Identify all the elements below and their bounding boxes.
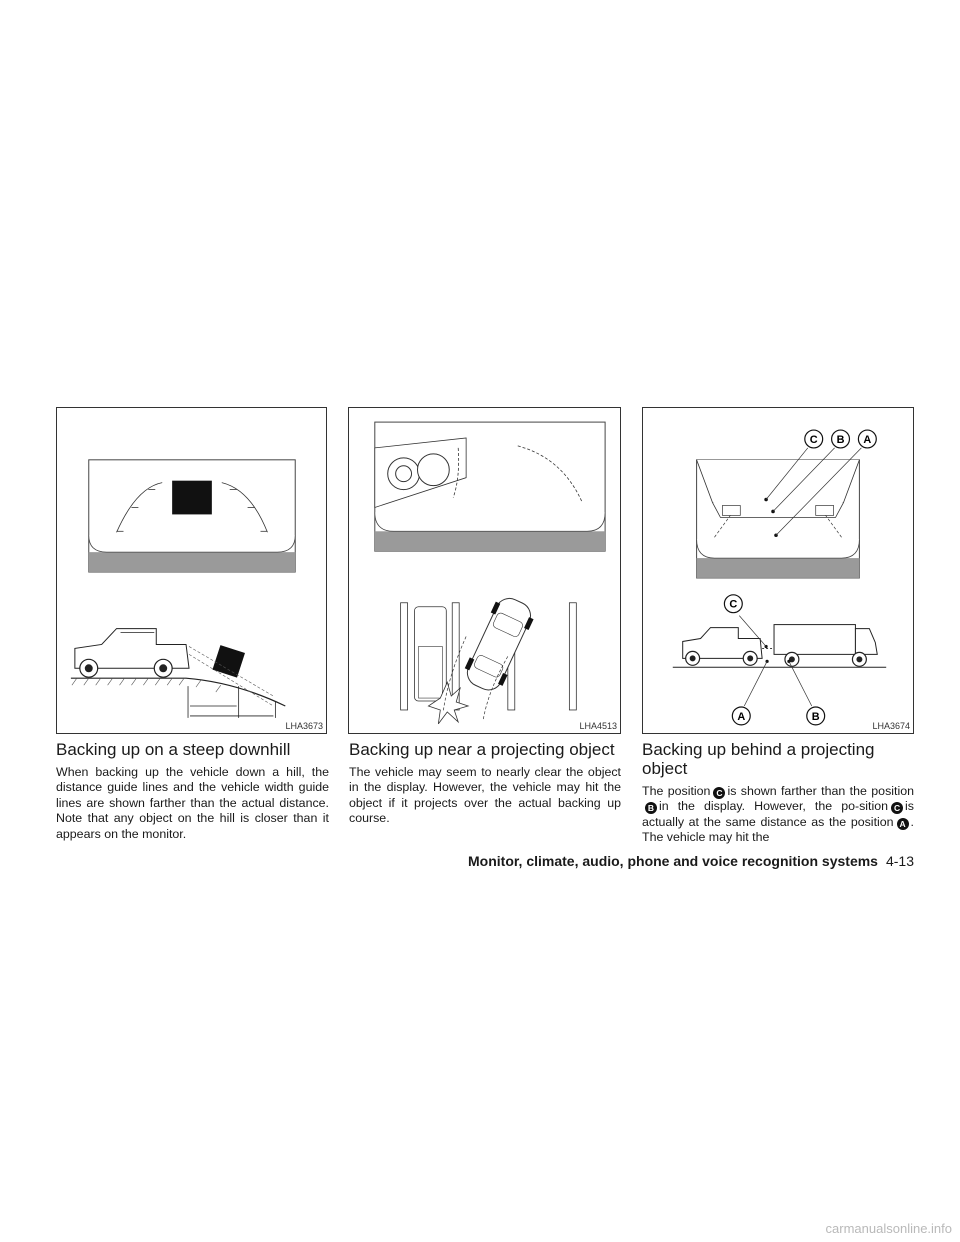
behind-projecting-object-illustration bbox=[643, 408, 913, 733]
body-text: The position bbox=[642, 784, 711, 798]
figure-steep-downhill bbox=[56, 407, 327, 734]
callout-badge-c: C bbox=[891, 802, 903, 814]
figure-code: LHA3673 bbox=[285, 721, 323, 731]
callout-c: C bbox=[809, 433, 818, 446]
figure-code: LHA3674 bbox=[872, 721, 910, 731]
body-text: is actually at the same distance as the position bbox=[642, 799, 914, 829]
figure-behind-projecting-object bbox=[642, 407, 914, 734]
watermark: carmanualsonline.info bbox=[825, 1221, 952, 1236]
callout-b: B bbox=[811, 710, 820, 723]
callouts-top bbox=[805, 430, 876, 448]
body-text: in the display. However, the po-sition bbox=[659, 799, 889, 814]
callouts-side bbox=[724, 595, 824, 725]
page-number: 4-13 bbox=[885, 853, 914, 869]
figure-projecting-object bbox=[348, 407, 621, 734]
section-heading: Backing up on a steep downhill bbox=[56, 740, 291, 759]
steep-downhill-illustration bbox=[57, 408, 326, 733]
section-heading: Backing up near a projecting object bbox=[349, 740, 615, 759]
figure-code: LHA4513 bbox=[579, 721, 617, 731]
section-body: The vehicle may seem to nearly clear the object in the display. However, the vehicle may hit the object if it projects over the actual backing up course. bbox=[349, 765, 621, 826]
section-steep-downhill bbox=[56, 740, 329, 842]
footer-section-title: Monitor, climate, audio, phone and voice recognition systems bbox=[468, 853, 878, 869]
section-body: When backing up the vehicle down a hill, the distance guide lines and the vehicle width guide lines are shown farther than the actual distance. Note that any object on the hill is closer than it appears on the monitor. bbox=[56, 765, 329, 841]
section-projecting-object bbox=[349, 740, 621, 827]
callout-badge-b: B bbox=[645, 802, 657, 814]
body-text: . The vehicle may hit the bbox=[642, 814, 914, 845]
callout-c: C bbox=[729, 598, 738, 611]
projecting-object-illustration bbox=[349, 408, 620, 733]
callout-b: B bbox=[836, 433, 845, 446]
body-text: is shown farther than the position bbox=[727, 784, 914, 798]
section-body bbox=[642, 784, 914, 846]
callout-badge-c: C bbox=[713, 787, 725, 799]
callout-a: A bbox=[737, 710, 746, 723]
section-heading: Backing up behind a projecting object bbox=[642, 740, 875, 778]
section-behind-projecting-object bbox=[642, 740, 914, 846]
callout-a: A bbox=[863, 433, 872, 446]
callout-badge-a: A bbox=[897, 818, 909, 830]
page-footer bbox=[468, 853, 914, 869]
